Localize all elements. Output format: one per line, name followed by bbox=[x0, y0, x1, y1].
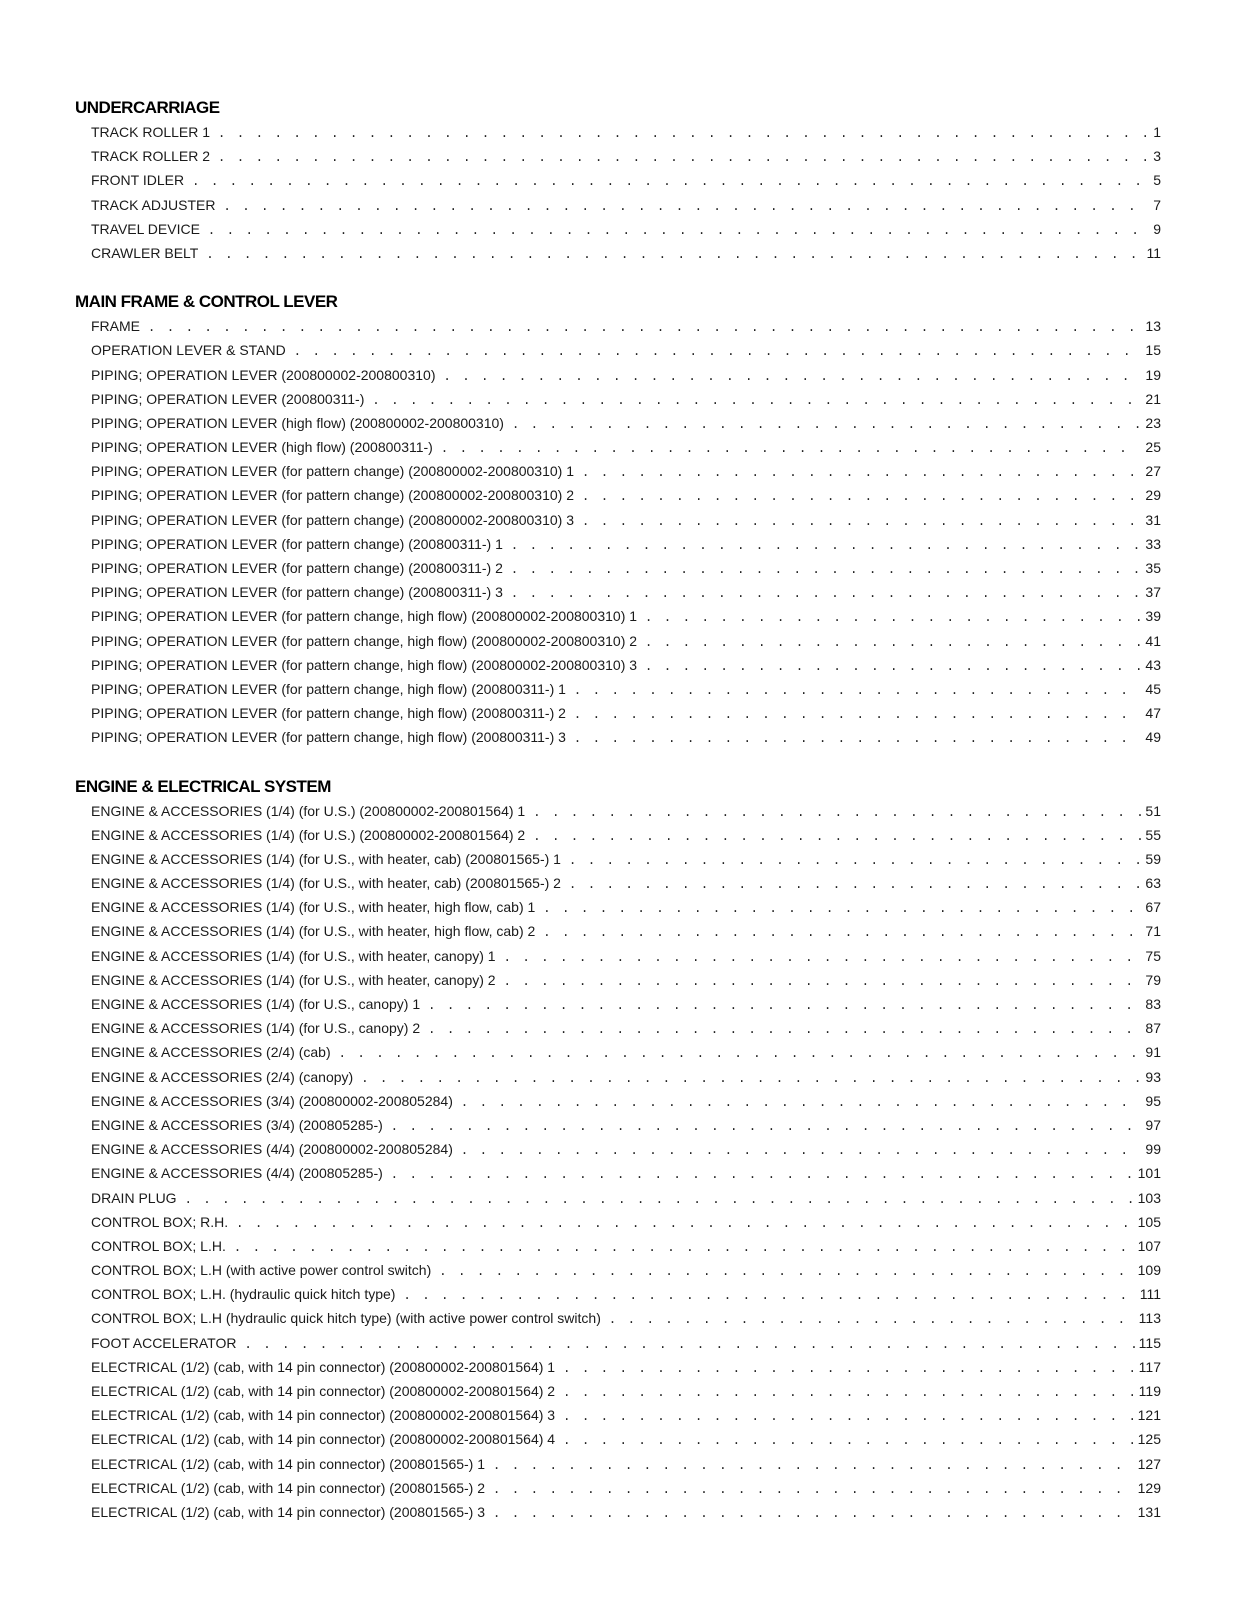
toc-entry-page-number: 117 bbox=[1138, 1358, 1161, 1375]
toc-entry-page-number: 41 bbox=[1145, 632, 1161, 649]
toc-entry-page-number: 19 bbox=[1145, 366, 1161, 383]
toc-entry-page-number: 87 bbox=[1145, 1020, 1161, 1037]
toc-entry-label: ELECTRICAL (1/2) (cab, with 14 pin connector) (200800002-200801564) 2 bbox=[91, 1383, 556, 1399]
toc-entry-label: PIPING; OPERATION LEVER (for pattern change) (200800311-) 2 bbox=[91, 560, 503, 576]
toc-entry-page-number: 15 bbox=[1145, 342, 1161, 359]
toc-entry-label: ELECTRICAL (1/2) (cab, with 14 pin connector) (200800002-200801564) 1 bbox=[91, 1358, 556, 1375]
dot-leader bbox=[441, 436, 1142, 460]
dot-leader bbox=[533, 824, 1141, 848]
dot-leader bbox=[582, 484, 1141, 508]
dot-leader bbox=[511, 557, 1142, 581]
toc-entry-page-number: 109 bbox=[1137, 1262, 1161, 1279]
toc-entry-label: PIPING; OPERATION LEVER (for pattern change, high flow) (200800002-200800310) 3 bbox=[91, 656, 638, 673]
dot-leader bbox=[533, 800, 1141, 824]
toc-entry-label: PIPING; OPERATION LEVER (high flow) (200800311-) bbox=[91, 439, 433, 456]
toc-entry-label: ENGINE & ACCESSORIES (1/4) (for U.S., with heater, canopy) 2 bbox=[91, 971, 496, 988]
toc-section bbox=[75, 775, 1161, 1525]
toc-entry-page-number: 9 bbox=[1153, 220, 1161, 237]
toc-entry-page-number: 29 bbox=[1145, 487, 1161, 504]
toc-entry-page-number: 75 bbox=[1145, 947, 1161, 964]
dot-leader bbox=[236, 1211, 1133, 1235]
toc-entry-page-number: 35 bbox=[1145, 560, 1161, 576]
toc-entry-page-number: 51 bbox=[1145, 802, 1161, 819]
toc-entry[interactable] bbox=[75, 217, 1161, 241]
toc-entry-page-number: 107 bbox=[1137, 1237, 1161, 1254]
toc-entry-page-number: 127 bbox=[1137, 1455, 1161, 1472]
toc-entry-label: ENGINE & ACCESSORIES (1/4) (for U.S., with heater, high flow, cab) 2 bbox=[91, 923, 536, 940]
toc-entry-page-number: 67 bbox=[1145, 899, 1161, 916]
toc-entry[interactable] bbox=[75, 1258, 1161, 1282]
dot-leader bbox=[391, 1114, 1142, 1138]
toc-entry[interactable] bbox=[75, 1476, 1161, 1500]
dot-leader bbox=[391, 1162, 1134, 1186]
toc-entry-list bbox=[75, 120, 1161, 265]
dot-leader bbox=[504, 945, 1142, 969]
toc-entry-page-number: 13 bbox=[1145, 318, 1161, 335]
toc-entry-label: CONTROL BOX; L.H. (hydraulic quick hitch type) bbox=[91, 1286, 396, 1303]
toc-entry[interactable] bbox=[75, 1306, 1161, 1330]
dot-leader bbox=[218, 121, 1149, 145]
dot-leader bbox=[563, 1404, 1134, 1428]
toc-entry[interactable] bbox=[75, 701, 1161, 725]
toc-entry-page-number: 111 bbox=[1139, 1286, 1161, 1303]
toc-entry-page-number: 59 bbox=[1145, 850, 1161, 867]
toc-entry[interactable] bbox=[75, 556, 1161, 580]
dot-leader bbox=[504, 969, 1142, 993]
toc-entry-label: ENGINE & ACCESSORIES (3/4) (200800002-200805284) bbox=[91, 1092, 453, 1109]
toc-entry[interactable] bbox=[75, 1427, 1161, 1451]
toc-entry[interactable] bbox=[75, 1016, 1161, 1040]
toc-entry-page-number: 11 bbox=[1146, 244, 1161, 261]
toc-entry[interactable] bbox=[75, 1403, 1161, 1427]
toc-entry-label: PIPING; OPERATION LEVER (for pattern change) (200800311-) 3 bbox=[91, 584, 503, 601]
toc-entry-page-number: 49 bbox=[1145, 729, 1161, 746]
toc-entry-page-number: 93 bbox=[1145, 1068, 1161, 1085]
toc-entry-label: TRAVEL DEVICE bbox=[91, 220, 200, 237]
dot-leader bbox=[574, 702, 1142, 726]
toc-entry-label: PIPING; OPERATION LEVER (200800311-) bbox=[91, 390, 365, 407]
toc-entry-label: PIPING; OPERATION LEVER (for pattern change) (200800002-200800310) 1 bbox=[91, 463, 574, 480]
toc-entry-label: ELECTRICAL (1/2) (cab, with 14 pin connector) (200801565-) 2 bbox=[91, 1479, 486, 1496]
toc-entry-page-number: 103 bbox=[1137, 1189, 1161, 1206]
toc-entry-page-number: 55 bbox=[1145, 826, 1161, 843]
toc-entry[interactable] bbox=[75, 144, 1161, 168]
toc-entry[interactable] bbox=[75, 363, 1161, 387]
dot-leader bbox=[361, 1066, 1141, 1090]
toc-entry[interactable] bbox=[75, 1186, 1161, 1210]
toc-entry-page-number: 105 bbox=[1137, 1213, 1161, 1230]
toc-entry[interactable] bbox=[75, 653, 1161, 677]
toc-entry[interactable] bbox=[75, 193, 1161, 217]
toc-entry[interactable] bbox=[75, 604, 1161, 628]
toc-entry-label: PIPING; OPERATION LEVER (for pattern change, high flow) (200800002-200800310) 1 bbox=[91, 608, 638, 625]
toc-entry[interactable] bbox=[75, 629, 1161, 653]
toc-entry-page-number: 125 bbox=[1137, 1431, 1161, 1448]
toc-entry-label: ENGINE & ACCESSORIES (4/4) (200800002-200805284) bbox=[91, 1141, 453, 1158]
toc-entry-page-number: 129 bbox=[1137, 1479, 1161, 1496]
toc-entry[interactable] bbox=[75, 992, 1161, 1016]
toc-entry-label: ENGINE & ACCESSORIES (1/4) (for U.S., with heater, canopy) 1 bbox=[91, 947, 496, 964]
toc-entry-label: DRAIN PLUG bbox=[91, 1189, 177, 1206]
toc-entry[interactable] bbox=[75, 411, 1161, 435]
toc-entry-label: ENGINE & ACCESSORIES (1/4) (for U.S., canopy) 2 bbox=[91, 1020, 421, 1037]
dot-leader bbox=[543, 896, 1141, 920]
toc-entry-label: CRAWLER BELT bbox=[91, 244, 199, 261]
dot-leader bbox=[428, 1017, 1141, 1041]
toc-entry-label: PIPING; OPERATION LEVER (for pattern change) (200800311-) 1 bbox=[91, 535, 503, 552]
toc-entry[interactable] bbox=[75, 1089, 1161, 1113]
dot-leader bbox=[192, 169, 1149, 193]
toc-entry-label: ELECTRICAL (1/2) (cab, with 14 pin connector) (200800002-200801564) 4 bbox=[91, 1431, 556, 1448]
toc-section bbox=[75, 96, 1161, 265]
toc-entry-page-number: 71 bbox=[1145, 923, 1161, 940]
dot-leader bbox=[206, 242, 1142, 266]
dot-leader bbox=[339, 1041, 1142, 1065]
dot-leader bbox=[511, 581, 1142, 605]
toc-entry-page-number: 5 bbox=[1153, 172, 1161, 189]
toc-entry-label: ENGINE & ACCESSORIES (2/4) (cab) bbox=[91, 1044, 331, 1061]
toc-entry-label: CONTROL BOX; L.H (hydraulic quick hitch type) (with active power control switch) bbox=[91, 1310, 601, 1327]
section-heading: UNDERCARRIAGE bbox=[75, 98, 220, 117]
toc-entry[interactable] bbox=[75, 1500, 1161, 1524]
dot-leader bbox=[244, 1332, 1134, 1356]
dot-leader bbox=[645, 605, 1141, 629]
toc-entry[interactable] bbox=[75, 823, 1161, 847]
dot-leader bbox=[582, 509, 1141, 533]
dot-leader bbox=[223, 194, 1149, 218]
toc-entry[interactable] bbox=[75, 1355, 1161, 1379]
toc-entry[interactable] bbox=[75, 1065, 1161, 1089]
toc-entry-label: ENGINE & ACCESSORIES (1/4) (for U.S.) (200800002-200801564) 1 bbox=[91, 802, 526, 819]
toc-entry-label: ENGINE & ACCESSORIES (1/4) (for U.S.) (200800002-200801564) 2 bbox=[91, 826, 526, 843]
toc-entry-page-number: 31 bbox=[1145, 511, 1161, 528]
dot-leader bbox=[185, 1187, 1134, 1211]
toc-entry-page-number: 79 bbox=[1145, 971, 1161, 988]
dot-leader bbox=[443, 364, 1141, 388]
toc-entry-page-number: 97 bbox=[1145, 1116, 1161, 1133]
toc-entry-page-number: 115 bbox=[1138, 1334, 1161, 1351]
toc-entry-label: OPERATION LEVER & STAND bbox=[91, 342, 286, 359]
toc-entry-label: TRACK ROLLER 1 bbox=[91, 124, 211, 140]
dot-leader bbox=[218, 145, 1149, 169]
toc-entry-label: ENGINE & ACCESSORIES (1/4) (for U.S., with heater, cab) (200801565-) 1 bbox=[91, 850, 561, 867]
dot-leader bbox=[511, 533, 1142, 557]
toc-entry-label: ELECTRICAL (1/2) (cab, with 14 pin connector) (200801565-) 1 bbox=[91, 1455, 486, 1472]
toc-entry[interactable] bbox=[75, 1040, 1161, 1064]
toc-entry[interactable] bbox=[75, 871, 1161, 895]
toc-entry-page-number: 95 bbox=[1145, 1092, 1161, 1109]
toc-entry-page-number: 27 bbox=[1145, 463, 1161, 480]
toc-entry-page-number: 7 bbox=[1153, 196, 1161, 213]
toc-entry-page-number: 37 bbox=[1145, 584, 1161, 601]
dot-leader bbox=[543, 920, 1141, 944]
toc-entry-label: ENGINE & ACCESSORIES (1/4) (for U.S., canopy) 1 bbox=[91, 996, 421, 1012]
toc-entry-page-number: 63 bbox=[1145, 875, 1161, 892]
toc-entry[interactable] bbox=[75, 847, 1161, 871]
dot-leader bbox=[582, 460, 1141, 484]
toc-entry-list bbox=[75, 314, 1161, 749]
toc-entry-label: PIPING; OPERATION LEVER (for pattern change, high flow) (200800311-) 2 bbox=[91, 705, 566, 722]
toc-entry-page-number: 23 bbox=[1145, 414, 1161, 431]
toc-entry-label: ELECTRICAL (1/2) (cab, with 14 pin connector) (200801565-) 3 bbox=[91, 1503, 486, 1520]
table-of-contents bbox=[75, 96, 1161, 1524]
dot-leader bbox=[148, 315, 1141, 339]
toc-entry-label: PIPING; OPERATION LEVER (for pattern change) (200800002-200800310) 2 bbox=[91, 487, 574, 504]
toc-entry[interactable] bbox=[75, 968, 1161, 992]
dot-leader bbox=[563, 1380, 1135, 1404]
dot-leader bbox=[569, 848, 1141, 872]
toc-entry[interactable] bbox=[75, 1331, 1161, 1355]
dot-leader bbox=[645, 654, 1141, 678]
toc-entry-page-number: 101 bbox=[1137, 1165, 1161, 1182]
toc-entry[interactable] bbox=[75, 435, 1161, 459]
toc-entry-page-number: 99 bbox=[1145, 1141, 1161, 1158]
toc-entry[interactable] bbox=[75, 1113, 1161, 1137]
toc-entry-label: CONTROL BOX; L.H. bbox=[91, 1237, 226, 1254]
dot-leader bbox=[493, 1453, 1134, 1477]
toc-entry[interactable] bbox=[75, 1210, 1161, 1234]
toc-entry-label: ENGINE & ACCESSORIES (3/4) (200805285-) bbox=[91, 1116, 383, 1133]
toc-entry-page-number: 83 bbox=[1145, 996, 1161, 1012]
toc-entry-label: ENGINE & ACCESSORIES (1/4) (for U.S., with heater, high flow, cab) 1 bbox=[91, 899, 536, 916]
toc-entry[interactable] bbox=[75, 725, 1161, 749]
toc-entry-page-number: 131 bbox=[1137, 1503, 1161, 1520]
toc-entry[interactable] bbox=[75, 483, 1161, 507]
section-heading: ENGINE & ELECTRICAL SYSTEM bbox=[75, 776, 331, 796]
dot-leader bbox=[574, 678, 1142, 702]
toc-entry[interactable] bbox=[75, 1379, 1161, 1403]
section-heading: MAIN FRAME & CONTROL LEVER bbox=[75, 292, 338, 312]
dot-leader bbox=[569, 872, 1141, 896]
toc-entry[interactable] bbox=[75, 338, 1161, 362]
toc-entry-page-number: 43 bbox=[1145, 656, 1161, 673]
toc-entry-label: FRONT IDLER bbox=[91, 172, 185, 189]
toc-entry-label: ENGINE & ACCESSORIES (4/4) (200805285-) bbox=[91, 1165, 383, 1182]
dot-leader bbox=[461, 1138, 1142, 1162]
toc-entry-label: ENGINE & ACCESSORIES (2/4) (canopy) bbox=[91, 1068, 354, 1085]
toc-entry[interactable] bbox=[75, 387, 1161, 411]
dot-leader bbox=[372, 388, 1141, 412]
dot-leader bbox=[403, 1283, 1135, 1307]
toc-entry[interactable] bbox=[75, 168, 1161, 192]
toc-entry-page-number: 25 bbox=[1145, 439, 1161, 456]
toc-entry[interactable] bbox=[75, 314, 1161, 338]
dot-leader bbox=[609, 1307, 1135, 1331]
toc-entry-page-number: 45 bbox=[1145, 680, 1161, 697]
dot-leader bbox=[512, 412, 1141, 436]
dot-leader bbox=[234, 1235, 1134, 1259]
toc-entry[interactable] bbox=[75, 459, 1161, 483]
toc-entry-page-number: 113 bbox=[1138, 1310, 1161, 1327]
toc-entry-label: TRACK ADJUSTER bbox=[91, 196, 216, 213]
toc-entry-label: PIPING; OPERATION LEVER (for pattern change, high flow) (200800311-) 1 bbox=[91, 680, 566, 697]
toc-entry-label: PIPING; OPERATION LEVER (200800002-200800310) bbox=[91, 366, 436, 383]
toc-entry[interactable] bbox=[75, 919, 1161, 943]
toc-entry[interactable] bbox=[75, 532, 1161, 556]
dot-leader bbox=[563, 1356, 1135, 1380]
toc-entry[interactable] bbox=[75, 895, 1161, 919]
toc-entry-label: FOOT ACCELERATOR bbox=[91, 1334, 237, 1351]
toc-entry-label: FRAME bbox=[91, 318, 140, 335]
toc-section bbox=[75, 290, 1161, 749]
toc-entry[interactable] bbox=[75, 1161, 1161, 1185]
toc-entry-page-number: 119 bbox=[1138, 1383, 1161, 1399]
toc-entry[interactable] bbox=[75, 677, 1161, 701]
toc-entry-label: PIPING; OPERATION LEVER (for pattern change) (200800002-200800310) 3 bbox=[91, 511, 574, 528]
toc-entry[interactable] bbox=[75, 1137, 1161, 1161]
toc-entry[interactable] bbox=[75, 508, 1161, 532]
toc-entry-list bbox=[75, 799, 1161, 1525]
toc-entry[interactable] bbox=[75, 944, 1161, 968]
dot-leader bbox=[645, 630, 1141, 654]
toc-entry-label: PIPING; OPERATION LEVER (for pattern change, high flow) (200800311-) 3 bbox=[91, 729, 566, 746]
dot-leader bbox=[428, 993, 1141, 1017]
dot-leader bbox=[493, 1501, 1134, 1525]
dot-leader bbox=[439, 1259, 1133, 1283]
toc-entry-label: CONTROL BOX; R.H. bbox=[91, 1213, 229, 1230]
toc-entry[interactable] bbox=[75, 1234, 1161, 1258]
toc-entry-label: PIPING; OPERATION LEVER (for pattern change, high flow) (200800002-200800310) 2 bbox=[91, 632, 638, 649]
toc-entry[interactable] bbox=[75, 120, 1161, 144]
toc-entry-label: ENGINE & ACCESSORIES (1/4) (for U.S., with heater, cab) (200801565-) 2 bbox=[91, 875, 561, 892]
toc-entry-page-number: 121 bbox=[1137, 1407, 1161, 1424]
toc-entry-page-number: 39 bbox=[1145, 608, 1161, 625]
dot-leader bbox=[208, 218, 1149, 242]
toc-entry[interactable] bbox=[75, 1282, 1161, 1306]
toc-entry[interactable] bbox=[75, 799, 1161, 823]
toc-entry[interactable] bbox=[75, 580, 1161, 604]
dot-leader bbox=[461, 1090, 1142, 1114]
toc-entry[interactable] bbox=[75, 241, 1161, 265]
toc-entry-label: CONTROL BOX; L.H (with active power control switch) bbox=[91, 1262, 432, 1279]
toc-entry-page-number: 33 bbox=[1145, 535, 1161, 552]
toc-entry-label: TRACK ROLLER 2 bbox=[91, 148, 211, 165]
dot-leader bbox=[563, 1428, 1134, 1452]
toc-entry[interactable] bbox=[75, 1452, 1161, 1476]
toc-entry-page-number: 47 bbox=[1145, 705, 1161, 722]
toc-entry-page-number: 1 bbox=[1153, 124, 1161, 140]
toc-entry-label: PIPING; OPERATION LEVER (high flow) (200800002-200800310) bbox=[91, 414, 504, 431]
dot-leader bbox=[294, 339, 1142, 363]
dot-leader bbox=[493, 1477, 1134, 1501]
toc-entry-page-number: 3 bbox=[1153, 148, 1161, 165]
dot-leader bbox=[574, 726, 1142, 750]
toc-entry-page-number: 21 bbox=[1145, 390, 1161, 407]
toc-entry-page-number: 91 bbox=[1145, 1044, 1161, 1061]
toc-entry-label: ELECTRICAL (1/2) (cab, with 14 pin connector) (200800002-200801564) 3 bbox=[91, 1407, 556, 1424]
